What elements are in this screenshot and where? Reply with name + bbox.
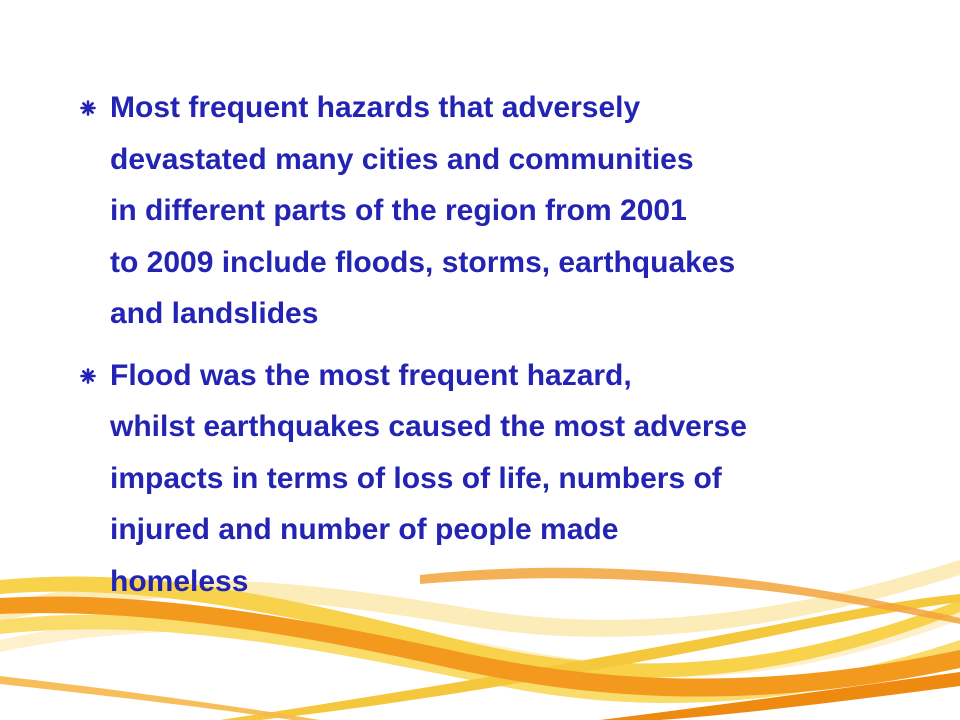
asterisk-icon: [80, 368, 96, 384]
bullet-text-line: impacts in terms of loss of life, numbers of: [110, 461, 722, 495]
bullet-item-flood: [80, 350, 940, 608]
bullet-text-line: devastated many cities and communities: [110, 142, 694, 176]
asterisk-icon: [80, 100, 96, 116]
bullet-text-line: homeless: [110, 564, 249, 598]
bullet-text-line: whilst earthquakes caused the most adverse: [110, 410, 747, 443]
bullet-text-line: Flood was the most frequent hazard,: [110, 358, 632, 392]
wave-orange-4: [0, 676, 320, 720]
bullet-text-line: to 2009 include floods, storms, earthquakes: [110, 245, 736, 279]
bullet-list: [80, 82, 940, 617]
bullet-text-line: Most frequent hazards that adversely: [110, 91, 641, 124]
bullet-text-line: and landslides: [110, 297, 319, 330]
bullet-text-line: in different parts of the region from 2001: [110, 194, 687, 227]
bullet-item-hazards: [80, 82, 940, 340]
bullet-text-line: injured and number of people made: [110, 513, 619, 546]
